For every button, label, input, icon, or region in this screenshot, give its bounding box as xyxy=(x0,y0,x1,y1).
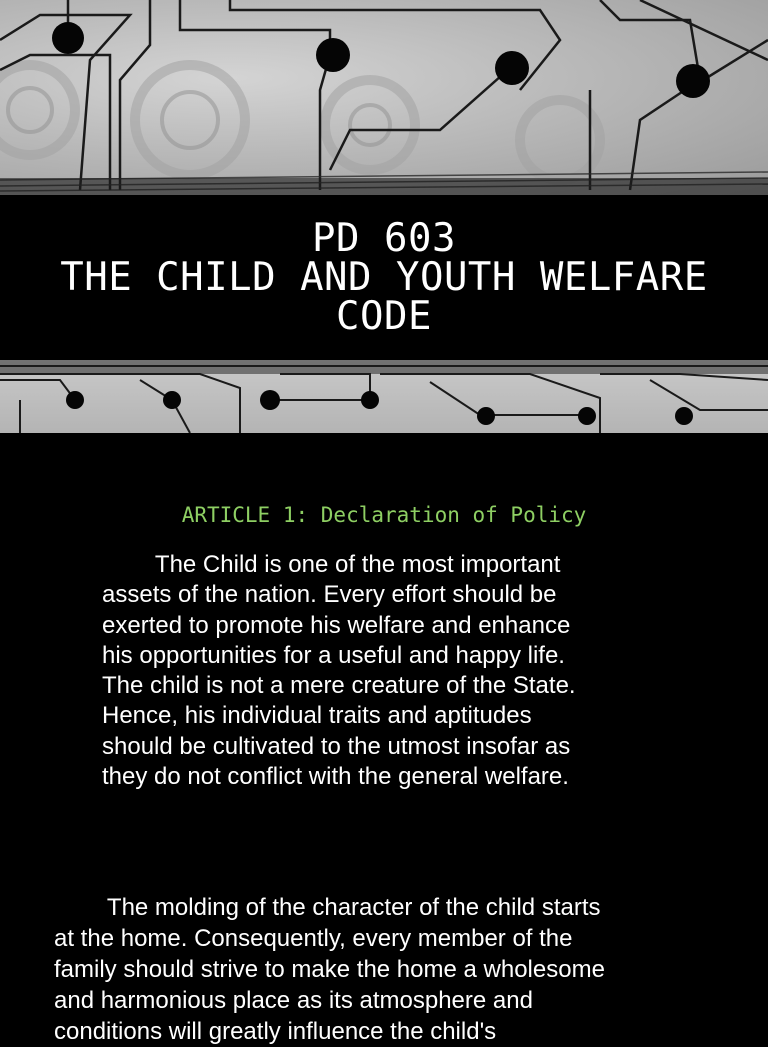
circuit-banner-top xyxy=(0,0,768,195)
title-line-1: PD 603 xyxy=(312,216,456,261)
paragraph-1-line: should be cultivated to the utmost insofar as xyxy=(102,732,571,760)
article-heading: ARTICLE 1: Declaration of Policy xyxy=(181,503,587,527)
title-line-3: CODE xyxy=(336,294,432,339)
paragraph-1-line: The child is not a mere creature of the State. xyxy=(102,672,576,700)
paragraph-1-line: they do not conflict with the general welfare. xyxy=(102,763,569,791)
paragraph-1-line: Hence, his individual traits and aptitudes xyxy=(102,702,532,730)
circuit-pattern-top xyxy=(0,0,768,195)
paragraph-1 xyxy=(102,550,702,792)
paragraph-2-line: family should strive to make the home a wholesome xyxy=(54,956,605,983)
paragraph-2-line: and harmonious place as its atmosphere and xyxy=(54,987,533,1014)
paragraph-1-line: assets of the nation. Every effort should be xyxy=(102,581,557,609)
paragraph-1-line: his opportunities for a useful and happy life. xyxy=(102,641,565,669)
title-line-2: THE CHILD AND YOUTH WELFARE xyxy=(60,255,708,300)
circuit-pattern-bottom xyxy=(0,360,768,433)
paragraph-1-line: The Child is one of the most important xyxy=(102,551,561,578)
paragraph-1-line: exerted to promote his welfare and enhance xyxy=(102,611,571,639)
title-band xyxy=(0,195,768,360)
paragraph-2-line: The molding of the character of the child starts xyxy=(54,894,601,921)
paragraph-2-line: conditions will greatly influence the child's xyxy=(54,1018,497,1045)
paragraph-2-line: at the home. Consequently, every member of the xyxy=(54,925,573,952)
circuit-banner-bottom xyxy=(0,360,768,433)
